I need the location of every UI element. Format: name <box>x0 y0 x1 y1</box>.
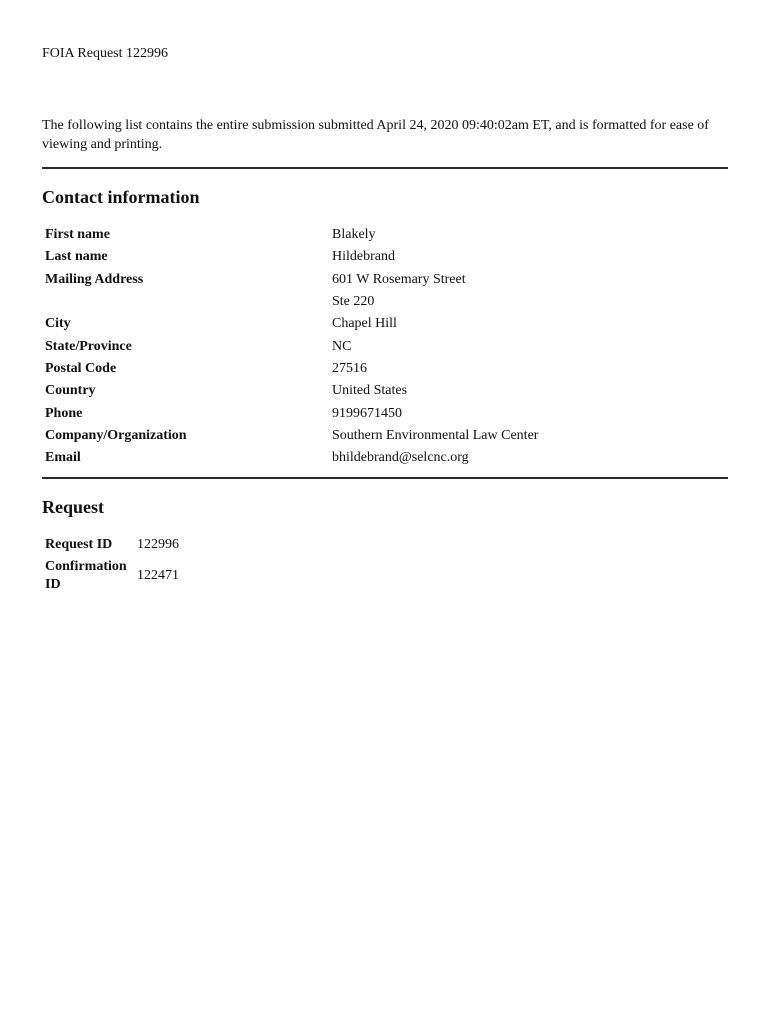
contact-value: United States <box>332 383 408 399</box>
contact-value: 27516 <box>332 360 367 376</box>
contact-value: 601 W Rosemary Street <box>332 271 466 287</box>
contact-row-organization <box>45 425 725 447</box>
contact-row-mailing-address <box>45 269 725 291</box>
contact-label: First name <box>45 227 110 243</box>
contact-row-city <box>45 313 725 335</box>
contact-info-table <box>45 224 725 469</box>
contact-value: Chapel Hill <box>332 316 397 332</box>
contact-label: City <box>45 316 71 332</box>
contact-value: bhildebrand@selcnc.org <box>332 450 469 466</box>
contact-label: State/Province <box>45 338 132 354</box>
contact-row-state <box>45 335 725 357</box>
contact-label: Last name <box>45 249 108 265</box>
contact-label: Email <box>45 450 81 466</box>
request-row-confirmation-id <box>45 558 179 594</box>
contact-value: Blakely <box>332 227 376 243</box>
contact-section-title: Contact information <box>42 187 200 207</box>
contact-label: Phone <box>45 405 83 421</box>
request-value: 122471 <box>137 568 179 583</box>
contact-row-postal-code <box>45 358 725 380</box>
request-info-table <box>45 534 179 594</box>
contact-value: Southern Environmental Law Center <box>332 427 539 443</box>
contact-value: Hildebrand <box>332 249 395 265</box>
contact-label: Country <box>45 383 96 399</box>
contact-label: Mailing Address <box>45 271 144 287</box>
request-row-request-id <box>45 534 179 556</box>
contact-row-first-name <box>45 224 725 246</box>
contact-row-country <box>45 380 725 402</box>
section-divider <box>42 477 728 479</box>
section-divider <box>42 167 728 169</box>
submission-intro: The following list contains the entire submission submitted April 24, 2020 09:40:02am ET, and is formatted for ease of viewing and printing. <box>42 118 709 152</box>
request-label: Request ID <box>45 537 113 552</box>
request-label: Confirmation ID <box>45 559 127 592</box>
contact-row-last-name <box>45 246 725 268</box>
contact-row-email <box>45 447 725 469</box>
contact-label: Company/Organization <box>45 427 187 443</box>
request-value: 122996 <box>137 537 179 552</box>
contact-value: Ste 220 <box>332 294 375 310</box>
request-section-title: Request <box>42 497 104 517</box>
document-title: FOIA Request 122996 <box>42 46 168 61</box>
contact-value: NC <box>332 338 352 354</box>
contact-row-mailing-address-line-2 <box>45 291 725 313</box>
contact-value: 9199671450 <box>332 405 402 421</box>
contact-row-phone <box>45 402 725 424</box>
contact-label: Postal Code <box>45 360 117 376</box>
